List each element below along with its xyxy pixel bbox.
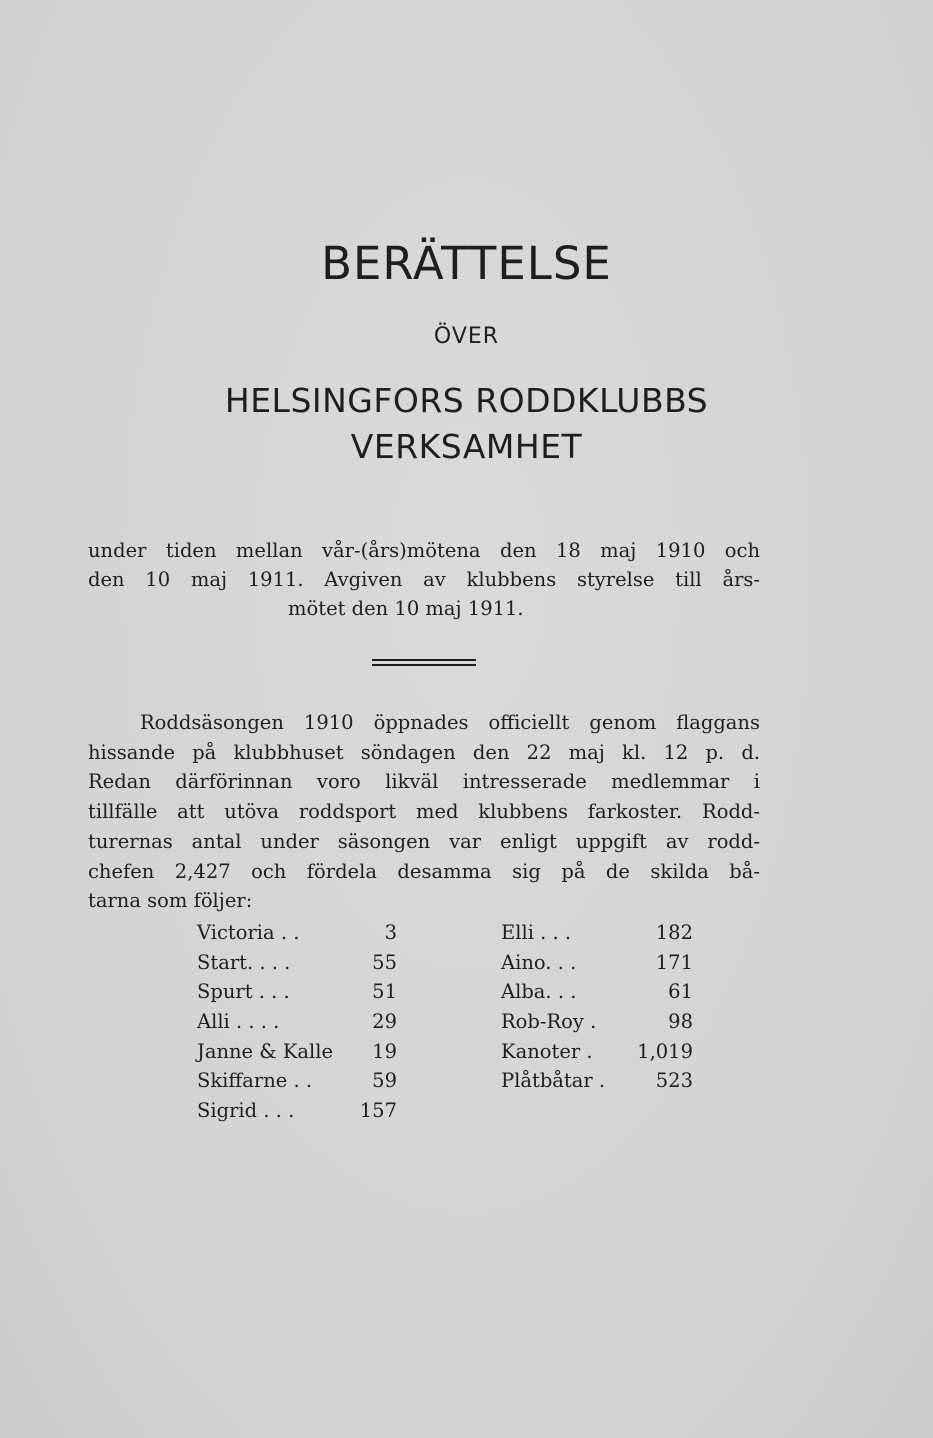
double-rule-divider	[372, 659, 476, 668]
boat-count: 3	[384, 921, 397, 944]
boat-name: Victoria . .	[197, 921, 300, 944]
boat-count: 1,019	[637, 1039, 693, 1063]
boat-name: Rob-Roy .	[501, 1010, 597, 1034]
boat-row	[501, 918, 693, 948]
boat-count: 19	[372, 1039, 397, 1063]
boat-count: 182	[655, 921, 693, 944]
boat-count: 157	[359, 1099, 397, 1123]
boat-name: Sigrid . . .	[197, 1099, 295, 1123]
paragraph-line: hissande på klubbhuset söndagen den 22 maj kl. 12 p. d.	[88, 740, 760, 764]
boat-name: Start. . . .	[197, 950, 291, 974]
boat-list-left	[197, 918, 397, 1126]
boat-row	[501, 1037, 693, 1067]
subtitle-line-2: den 10 maj 1911. Avgiven av klubbens styrelse till års-	[88, 568, 760, 591]
paragraph-line: Roddsäsongen 1910 öppnades officiellt genom flaggans	[140, 711, 760, 734]
boat-name: Plåtbåtar .	[501, 1069, 606, 1093]
boat-row	[197, 977, 397, 1007]
document-title: BERÄTTELSE	[321, 237, 612, 290]
boat-name: Spurt . . .	[197, 980, 290, 1004]
subtitle-line-1: under tiden mellan vår-(års)mötena den 18 maj 1910 och	[88, 539, 760, 562]
boat-count: 55	[372, 950, 397, 974]
boat-row	[197, 948, 397, 978]
club-heading	[0, 378, 933, 470]
boat-name: Alba. . .	[501, 980, 577, 1004]
boat-count: 61	[668, 980, 693, 1004]
boat-name: Skiffarne . .	[197, 1069, 313, 1093]
boat-row	[197, 1066, 397, 1096]
subtitle-line-3: mötet den 10 maj 1911.	[288, 597, 524, 620]
paragraph-line: tarna som följer:	[88, 889, 253, 913]
paragraph-line: turernas antal under säsongen var enligt uppgift av rodd-	[88, 829, 760, 853]
boat-row	[197, 1096, 397, 1126]
report-paragraph	[88, 708, 760, 916]
boat-count: 59	[372, 1069, 397, 1093]
club-heading-line-2: VERKSAMHET	[350, 427, 583, 466]
title-preposition: ÖVER	[433, 324, 500, 349]
paragraph-line: tillfälle att utöva roddsport med klubbens farkoster. Rodd-	[88, 800, 760, 824]
boat-list-right	[501, 918, 693, 1096]
subtitle-block	[88, 536, 760, 623]
boat-count: 98	[668, 1010, 693, 1034]
boat-row	[197, 1007, 397, 1037]
boat-name: Janne & Kalle	[197, 1039, 334, 1063]
boat-count: 171	[655, 950, 693, 974]
boat-name: Aino. . .	[501, 950, 577, 974]
paragraph-line: chefen 2,427 och fördela desamma sig på de skilda bå-	[88, 859, 760, 883]
boat-row	[501, 1066, 693, 1096]
club-heading-line-1: HELSINGFORS RODDKLUBBS	[224, 381, 709, 420]
boat-name: Elli . . .	[501, 921, 572, 944]
boat-row	[501, 948, 693, 978]
paragraph-line: Redan därförinnan voro likväl intresserade medlemmar i	[88, 770, 760, 794]
boat-name: Alli . . . .	[197, 1010, 280, 1034]
boat-row	[501, 1007, 693, 1037]
boat-row	[501, 977, 693, 1007]
boat-row	[197, 1037, 397, 1067]
boat-count: 523	[655, 1069, 693, 1093]
boat-count: 51	[372, 980, 397, 1004]
boat-row	[197, 918, 397, 948]
boat-name: Kanoter .	[501, 1039, 593, 1063]
boat-count: 29	[372, 1010, 397, 1034]
